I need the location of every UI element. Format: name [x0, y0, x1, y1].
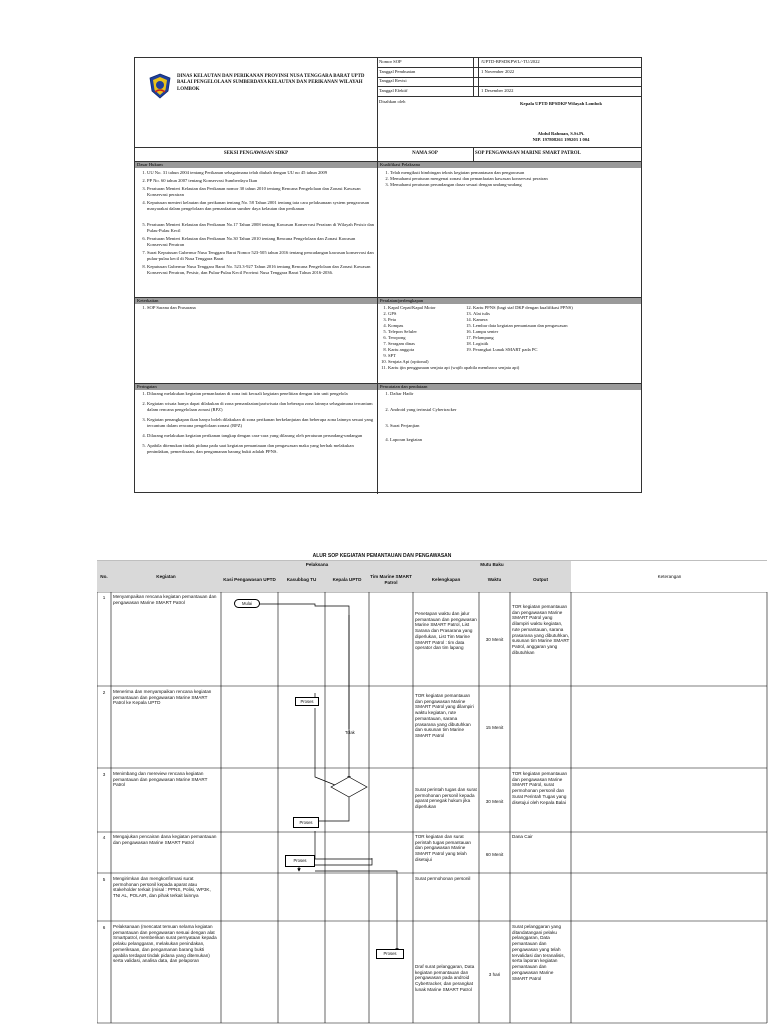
col-kepala: Kepala UPTD	[325, 568, 369, 592]
pencatatan-header: Pencatatan dan pendataan	[378, 384, 641, 390]
meta-label-disahkan: Disahkan oleh	[379, 99, 406, 104]
meta-label-revisi: Tanggal Revisi	[379, 78, 407, 83]
col-keterangan: Keterangan	[571, 561, 768, 592]
process-box-row-2: Proses	[295, 697, 319, 706]
row-6-kelengkapan: Draf surat pelanggaran, Data kegiatan pemantauan dan pengawasan pada android Cybertracker, dan perangkat lunak Marine SMART Patrol	[415, 964, 475, 992]
list-item: 13. Alat tulis	[473, 311, 641, 317]
list-item: 1. Daftar Hadir	[390, 391, 640, 397]
row-1-kegiatan: Menyampaikan rencana kegiatan pemantauan dan pengawasan Marine SMART Patrol	[113, 594, 217, 605]
mutu-baku-header: Mutu Baku	[413, 561, 571, 568]
row-3-waktu: 30 Menit	[485, 799, 504, 804]
row-4-kegiatan: Mengajukan pencairan dana kegiatan pemantauan dan pengawasan Marine SMART Patrol	[113, 834, 217, 845]
sop-name-label: NAMA SOP	[412, 151, 438, 156]
sop-identity-sheet	[134, 57, 642, 493]
list-item: 12. Kartu PPNS (bagi staf DKP dengan kualifikasi PPNS)	[473, 305, 641, 311]
row-6-output: Surat pelanggaran yang ditandatangani pelaku pelanggaran, Data pemantauan dan pengawasan yang telah tervalidasi dan teranalisis, serta laporan kegiatan pemantauan dan pengawasan Marine SMART Patrol	[512, 924, 565, 981]
row-5-kegiatan: Mengirimkan dan mengkonfirmasi surat permohonan personil kepada aparat atau stakeholder terkait (misal : PPNS, Polisi, WP3K, TNI AL, POLAIR, dan pihak terkait lainnya	[113, 876, 211, 899]
col-kasubbag: Kasubbag TU	[278, 568, 325, 592]
dasar-hukum-list	[135, 170, 375, 278]
list-item: 2. Kegiatan wisata hanya dapat dilakukan di zona pemanfaatan/pariwisata dan beberapa zona lainnya sebagaimana tercantum dalam rencana pengelolaan zonasi (RPZ)	[147, 401, 375, 413]
row-5-kelengkapan: Surat permohonan personil	[415, 876, 471, 881]
reject-label: Tolak	[345, 730, 355, 735]
start-terminator: Mulai	[234, 599, 260, 608]
meta-value-efektif: 1 Desember 2022	[481, 88, 514, 93]
sop-meta-table	[377, 58, 642, 147]
list-item: 8. Kartu anggota	[388, 347, 588, 353]
col-kelengkapan: Kelengkapan	[413, 568, 479, 592]
col-no: No.	[97, 561, 111, 592]
row-2-waktu: 15 Menit	[485, 725, 504, 730]
col-output: Output	[510, 568, 571, 592]
list-item: 1. UU No. 31 tahun 2004 tentang Perikanan sebagaimana telah diubah dengan UU no 45 tahun 2009	[147, 170, 375, 176]
list-item: 17. Pelampung	[473, 335, 641, 341]
row-2-kelengkapan: TOR kegiatan pemantauan dan pengawasan Marine SMART Patrol yang dilampiri waktu kegiatan, rute pemantauan, sarana prasarana yang dibutuhkan dan susunan tim Marine SMART Patrol	[415, 693, 474, 739]
list-item: 1. Telah mengikuti bimbingan teknis kegiatan pemantauan dan pengawasan	[390, 170, 640, 176]
list-item: 10. Senjata Api (optional)	[388, 359, 588, 365]
sop-name: SOP PENGAWASAN MARINE SMART PATROL	[475, 151, 581, 156]
list-item: 5. Telepon Seluler	[388, 329, 588, 335]
keterkaitan-list	[135, 305, 375, 313]
agency-name: DINAS KELAUTAN DAN PERIKANAN PROVINSI NUSA TENGGARA BARAT UPTD BALAI PENGELOLAAN SUMBERDAYA KELAUTAN DAN PERIKANAN WILAYAH LOMBOK	[177, 74, 365, 92]
meta-label-pembuatan: Tanggal Pembuatan	[379, 69, 416, 74]
list-item: 14. Kamera	[473, 317, 641, 323]
row-4-output: Dana Cair	[512, 834, 533, 839]
sop-flowchart	[97, 553, 768, 1024]
list-item: 4. Keputusan menteri kelautan dan perikanan tentang No. 58 Tahun 2001 tentang tata cara pelaksanaan system pengawasan masyarakat dalam pengelolaan dan pemanfaatan sumber daya kelautan dan perikanan	[147, 200, 375, 212]
list-item: 8. Keputusan Gubernur Nusa Tenggara Barat No. 523.3-927 Tahun 2016 tentang Rencana Pengelolaan dan Zonasi Kawasan Konservasi Perairan, Pesisir, dan Pulau-Pulau Kecil Provinsi Nusa Tenggara Barat Tahun 2016-2036.	[147, 264, 375, 276]
dasar-hukum-header: Dasar Hukum	[135, 162, 377, 168]
list-item: 2. Memahami peraturan mengenai zonasi dan pemanfaatan kawasan konservasi perairan	[390, 176, 640, 182]
col-kasi: Kasi Pengawasan UPTD	[221, 568, 278, 592]
list-item: 16. Lampu senter	[473, 329, 641, 335]
keterkaitan-header: Keterkaitan	[135, 298, 377, 304]
list-item: 4. Dilarang melakukan kegiatan perikanan tangkap dengan cara-cara yang dilarang oleh peraturan perundang-undangan	[147, 433, 375, 439]
row-2-no: 2	[102, 690, 106, 695]
peralatan-list-right	[463, 305, 641, 353]
list-item: 5. Apabila ditemukan tindak pidana pada saat kegiatan pemantauan dan pengawasan maka yang berhak melakukan penindakan, pemeriksaan, dan pengamanan barang bukti adalah PPNS.	[147, 443, 375, 455]
row-6-no: 6	[102, 925, 106, 930]
kualifikasi-header: Kualifikasi Pelaksana	[378, 162, 641, 168]
list-item: 2. PP No. 60 tahun 2007 tentang Konservasi Sumberdaya Ikan	[147, 178, 375, 184]
process-box-row-4: Proses	[293, 817, 319, 828]
row-4-waktu: 60 Menit	[485, 852, 504, 857]
list-item: 11. Kartu ijin penggunaan senjata api (wajib apabila membawa senjata api)	[388, 365, 588, 371]
list-item: 15. Lembar data kegiatan pemantauan dan pengawasan	[473, 323, 641, 329]
row-3-kegiatan: Menimbang dan mereview rencana kegiatan pemantauan dan pengawasan Marine SMART Patrol	[113, 771, 208, 788]
list-item: 6. Peraturan Menteri Kelautan dan Perikanan No.30 Tahun 2010 tentang Rencana Pengelolaan dan Zonasi Kawasan Konservasi Perairan	[147, 236, 375, 248]
row-3-kelengkapan: Surat perintah tugas dan surat permohonan personil kepada aparat penegak hukum jika diperlukan	[415, 787, 477, 810]
row-1-output: TOR kegiatan pemantauan dan pengawasan Marine SMART Patrol yang dilampiri waktu kegiatan, rute pemantauan, sarana prasarana yang dibutuhkan, susunan tim Marine SMART Patrol, anggaran yang dibutuhkan	[512, 604, 570, 655]
kualifikasi-list	[378, 170, 640, 188]
row-4-kelengkapan: TOR kegiatan dan surat perintah tugas pemantauan dan pengawasan Marine SMART Patrol yang telah disetujui	[415, 834, 471, 862]
list-item: 3. Surat Perjanjian	[390, 423, 640, 429]
col-waktu: Waktu	[479, 568, 510, 592]
decision-diamond	[331, 777, 367, 797]
list-item: 3. Peraturan Menteri Kelautan dan Perikanan nomor 30 tahun 2010 tentang Rencana Pengelolaan dan Zonasi Kawasan Konservasi perairan	[147, 186, 375, 198]
list-item: 2. Android yang terinstal Cybertracker	[390, 407, 640, 413]
peringatan-header: Peringatan	[135, 384, 377, 390]
meta-value-nomor: /UPTD-BPSDKPWL/-TU/2022	[481, 59, 540, 64]
list-item: 19. Perangkat Lunak SMART pada PC	[473, 347, 641, 353]
flow-title: ALUR SOP KEGIATAN PEMANTAUAN DAN PENGAWASAN	[312, 553, 452, 559]
list-item: 9. SPT	[388, 353, 588, 359]
flow-connectors	[97, 553, 768, 1024]
approver-title: Kepala UPTD BPSDKP Wilayah Lombok	[519, 101, 603, 106]
list-item: 2. GPS	[388, 311, 588, 317]
list-item: 18. Logistik	[473, 341, 641, 347]
province-logo	[149, 73, 171, 99]
list-item: 7. Surat Keputusan Gubernur Nusa Tenggara Barat Nomor 523-505 tahun 2016 tentang pencadangan kawasan konservasi dan pulau-pulau kecil di Nusa Tenggara Barat	[147, 250, 375, 262]
peringatan-list	[135, 391, 375, 457]
row-6-kegiatan: Pelaksanaan (mencatat temuan selama kegiatan pemantauan dan pengawasan sesuai dengan alat Smartpatrol, memberikan surat pernyataan kepada pelaku pelanggaran, melakukan penindakan, pemeriksaan, dan pengamanan barang bukti apabila terdapat tindak pidana yang ditemukan) serta validasi, analisa data, dan pelaporan	[113, 924, 217, 964]
signatory-name: Abdul Rahman, S.St.Pi.	[537, 131, 585, 136]
list-item: 6. Teropong	[388, 335, 588, 341]
pelaksana-header: Pelaksana	[221, 561, 413, 568]
list-item: 4. Laporan kegiatan	[390, 437, 640, 443]
pencatatan-list	[378, 391, 640, 445]
list-item: 3. Peta	[388, 317, 588, 323]
peralatan-header: Peralatan/perlengkapan	[378, 298, 641, 304]
list-item: 3. Kegiatan penangkapan ikan hanya boleh dilakukan di zona perikanan berkelanjutan dan beberapa zona lainnya sesuai yang tercantum dalam rencana pengelolaan zonasi (RPZ)	[147, 417, 375, 429]
col-kegiatan: Kegiatan	[111, 561, 221, 592]
row-6-waktu: 3 hari	[488, 972, 501, 977]
section-name: SEKSI PENGAWASAN SDKP	[223, 151, 289, 156]
row-1-waktu: 30 Menit	[485, 637, 504, 642]
meta-label-nomor: Nomor SOP	[379, 59, 402, 64]
col-tim: Tim Marine SMART Patrol	[369, 568, 413, 592]
list-item: 7. Seragam dinas	[388, 341, 588, 347]
row-3-no: 3	[102, 772, 106, 777]
meta-value-pembuatan: 1 November 2022	[481, 69, 515, 74]
list-item: 1. Dilarang melakukan kegiatan pemanfaatan di zona inti kecuali kegiatan penelitian dengan izin unit pengelola	[147, 391, 375, 397]
row-1-no: 1	[102, 595, 106, 600]
row-4-no: 4	[102, 835, 106, 840]
row-2-kegiatan: Menerima dan menyampaikan rencana kegiatan pemantauan dan pengawasan Marine SMART Patrol ke Kepala UPTD	[113, 689, 212, 706]
signatory-nip: NIP. 197808261 199203 1 004	[532, 137, 590, 142]
row-1-kelengkapan: Penetapan waktu dan jalur pemantauan dan pengawasan Marine SMART Patrol, List Sarana dan Prasarana yang diperlukan, List Tim Marine SMART Patrol : tim data operator dan tim lapang	[415, 611, 477, 651]
list-item: 3. Memahami peraturan perundangan dasar sesuai dengan undang-undang	[390, 182, 640, 188]
meta-label-efektif: Tanggal Efektif	[379, 88, 408, 93]
list-item: 1. SOP Sarana dan Prasarana	[147, 305, 375, 311]
row-5-no: 5	[102, 877, 106, 882]
list-item: 4. Kompas	[388, 323, 588, 329]
list-item: 1. Kapal Cepat/Kapal Motor	[388, 305, 588, 311]
row-3-output: TOR kegiatan pemantauan dan pengawasan Marine SMART Patrol, surat permohonan personil dan Surat Perintah Tugas yang disetujui oleh Kepala Balai	[512, 771, 568, 805]
process-box-row-6: Proses	[376, 949, 404, 959]
process-box-row-5: Proses	[285, 855, 315, 867]
list-item: 5. Peraturan Menteri Kelautan dan Perikanan No.17 Tahun 2008 tentang Kawasan Konservasi Perairan di Wilayah Pesisir dan Pulau-Pulau Kecil	[147, 222, 375, 234]
